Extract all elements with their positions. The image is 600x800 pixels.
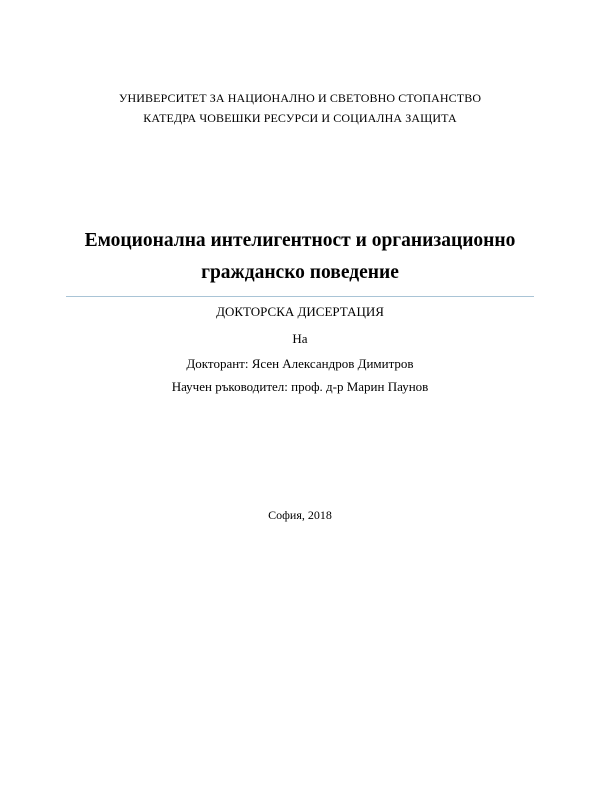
- department-name: КАТЕДРА ЧОВЕШКИ РЕСУРСИ И СОЦИАЛНА ЗАЩИТА: [143, 111, 457, 125]
- title-divider: [66, 296, 534, 297]
- place-and-year: София, 2018: [268, 508, 332, 522]
- dissertation-title-line-1: Емоционална интелигентност и организационно: [84, 230, 516, 251]
- dissertation-title-line-2: гражданско поведение: [201, 262, 399, 283]
- document-type: ДОКТОРСКА ДИСЕРТАЦИЯ: [216, 304, 384, 319]
- supervisor-name: Научен ръководител: проф. д-р Марин Паунов: [171, 379, 429, 394]
- author-preposition: На: [292, 331, 308, 346]
- doctorant-name: Докторант: Ясен Александров Димитров: [186, 356, 414, 371]
- university-name: УНИВЕРСИТЕТ ЗА НАЦИОНАЛНО И СВЕТОВНО СТОПАНСТВО: [118, 91, 482, 105]
